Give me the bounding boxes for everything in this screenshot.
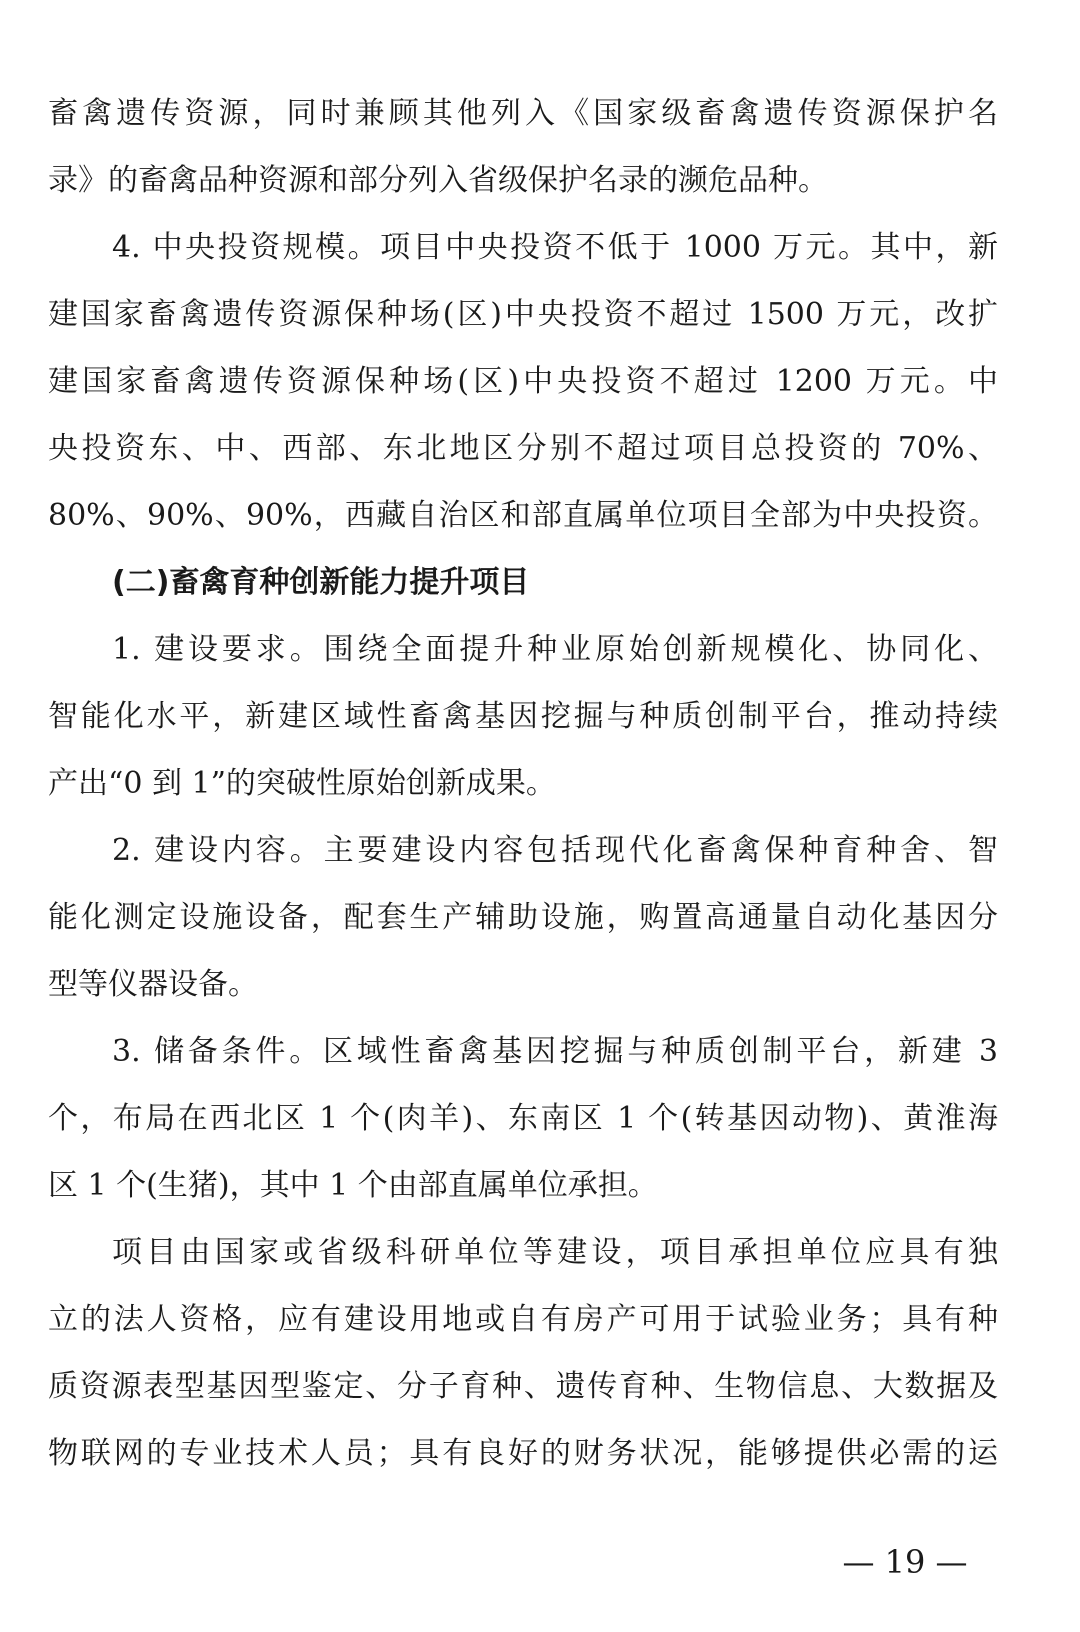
body-text-line: 立的法人资格，应有建设用地或自有房产可用于试验业务；具有种	[48, 1302, 998, 1337]
body-text-line: 央投资东、中、西部、东北地区分别不超过项目总投资的 70%、	[48, 431, 998, 466]
body-text-line: 产出“0 到 1”的突破性原始创新成果。	[48, 766, 556, 801]
section-paragraph-start: 1. 建设要求。围绕全面提升种业原始创新规模化、协同化、	[112, 632, 998, 667]
body-text-line: 质资源表型基因型鉴定、分子育种、遗传育种、生物信息、大数据及	[48, 1369, 998, 1404]
body-text-line: 建国家畜禽遗传资源保种场(区)中央投资不超过 1500 万元，改扩	[48, 297, 998, 332]
body-text-line: 建国家畜禽遗传资源保种场(区)中央投资不超过 1200 万元。中	[48, 364, 998, 399]
body-text-line: 区 1 个(生猪)，其中 1 个由部直属单位承担。	[48, 1168, 658, 1203]
body-text-line: 录》的畜禽品种资源和部分列入省级保护名录的濒危品种。	[48, 163, 828, 198]
body-text-line: 畜禽遗传资源，同时兼顾其他列入《国家级畜禽遗传资源保护名	[48, 96, 998, 131]
body-text-line: 型等仪器设备。	[48, 967, 258, 1002]
section-paragraph-start: 4. 中央投资规模。项目中央投资不低于 1000 万元。其中，新	[112, 230, 998, 265]
section-heading: (二)畜禽育种创新能力提升项目	[112, 565, 530, 600]
body-text-line: 智能化水平，新建区域性畜禽基因挖掘与种质创制平台，推动持续	[48, 699, 998, 734]
section-paragraph-start: 2. 建设内容。主要建设内容包括现代化畜禽保种育种舍、智	[112, 833, 998, 868]
section-paragraph-start: 项目由国家或省级科研单位等建设，项目承担单位应具有独	[112, 1235, 998, 1270]
section-paragraph-start: 3. 储备条件。区域性畜禽基因挖掘与种质创制平台，新建 3	[112, 1034, 998, 1069]
body-text-line: 80%、90%、90%，西藏自治区和部直属单位项目全部为中央投资。	[48, 498, 998, 533]
page-number: — 19 —	[842, 1543, 968, 1581]
body-text-line: 个，布局在西北区 1 个(肉羊)、东南区 1 个(转基因动物)、黄淮海	[48, 1101, 998, 1136]
body-text-line: 能化测定设施设备，配套生产辅助设施，购置高通量自动化基因分	[48, 900, 998, 935]
body-text-line: 物联网的专业技术人员；具有良好的财务状况，能够提供必需的运	[48, 1436, 998, 1471]
